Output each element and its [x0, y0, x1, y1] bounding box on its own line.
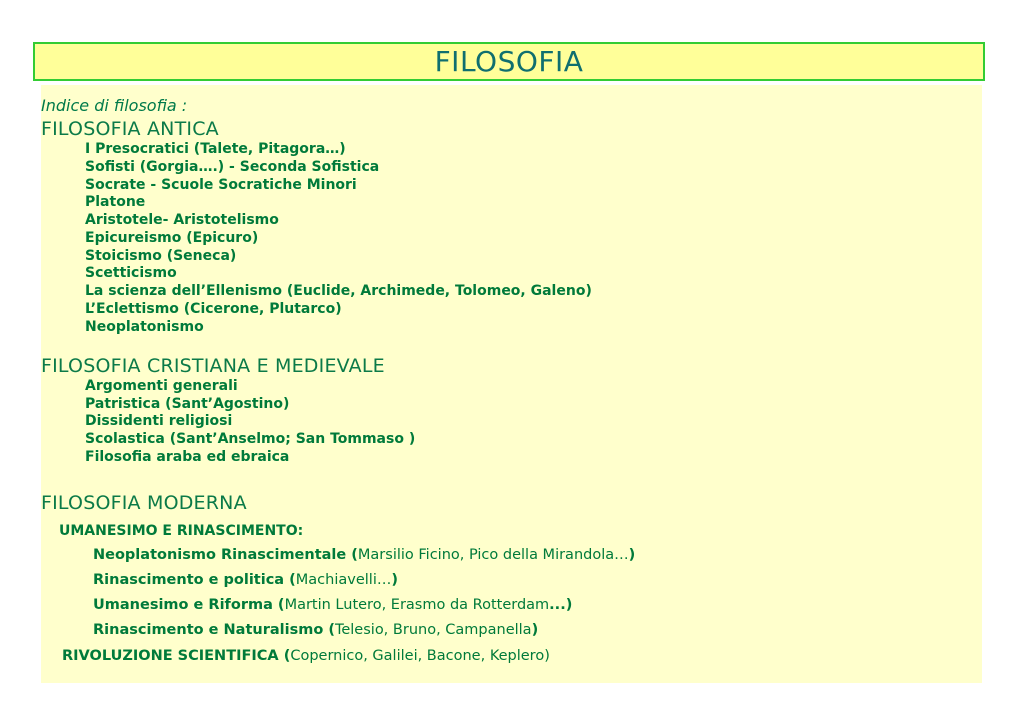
section-heading-cristiana: FILOSOFIA CRISTIANA E MEDIEVALE — [41, 355, 385, 377]
list-item[interactable]: Sofisti (Gorgia….) - Seconda Sofistica — [85, 159, 380, 175]
list-item[interactable]: La scienza dell’Ellenismo (Euclide, Archimede, Tolomeo, Galeno) — [85, 283, 592, 299]
item-close: ) — [628, 547, 636, 563]
item-close: ) — [391, 572, 398, 588]
list-item[interactable]: Scetticismo — [85, 265, 177, 281]
list-item[interactable]: L’Eclettismo (Cicerone, Plutarco) — [85, 301, 342, 317]
item-topic: Rinascimento e politica ( — [93, 572, 296, 588]
list-item[interactable] — [93, 572, 398, 588]
list-item[interactable]: Epicureismo (Epicuro) — [85, 230, 259, 246]
list-item[interactable]: Dissidenti religiosi — [85, 413, 233, 429]
title-banner — [33, 42, 985, 81]
section-heading-antica: FILOSOFIA ANTICA — [41, 118, 219, 140]
item-authors: Telesio, Bruno, Campanella — [334, 622, 532, 638]
item-close: ) — [531, 622, 539, 638]
list-item[interactable] — [93, 622, 538, 638]
list-item[interactable]: I Presocratici (Talete, Pitagora…) — [85, 141, 346, 157]
list-item[interactable]: Stoicismo (Seneca) — [85, 248, 237, 264]
list-item[interactable]: Argomenti generali — [85, 378, 238, 394]
item-authors: Marsilio Ficino, Pico della Mirandola… — [357, 547, 629, 563]
list-item[interactable] — [93, 597, 572, 613]
section-heading-moderna: FILOSOFIA MODERNA — [41, 492, 247, 514]
item-topic: Rinascimento e Naturalismo ( — [93, 622, 335, 638]
list-item[interactable]: Aristotele- Aristotelismo — [85, 212, 279, 228]
subsection-heading-umanesimo: UMANESIMO E RINASCIMENTO: — [59, 523, 304, 539]
list-item[interactable]: Platone — [85, 194, 146, 210]
intro-label: Indice di filosofia : — [41, 96, 188, 115]
item-close: ...) — [549, 597, 573, 613]
list-item[interactable]: Socrate - Scuole Socratiche Minori — [85, 177, 357, 193]
list-item[interactable]: Scolastica (Sant’Anselmo; San Tommaso ) — [85, 431, 416, 447]
item-authors: Martin Lutero, Erasmo da Rotterdam — [284, 597, 550, 613]
item-topic: Umanesimo e Riforma ( — [93, 597, 285, 613]
item-topic: Neoplatonismo Rinascimentale ( — [93, 547, 358, 563]
item-authors: Machiavelli… — [295, 572, 392, 588]
list-item[interactable]: Neoplatonismo — [85, 319, 204, 335]
list-item[interactable]: Filosofia araba ed ebraica — [85, 449, 290, 465]
item-authors: Copernico, Galilei, Bacone, Keplero) — [290, 648, 550, 664]
list-item[interactable]: Patristica (Sant’Agostino) — [85, 396, 290, 412]
item-topic: RIVOLUZIONE SCIENTIFICA ( — [62, 648, 291, 664]
list-item-rivoluzione[interactable] — [62, 648, 550, 664]
page-title: FILOSOFIA — [434, 45, 584, 78]
list-item[interactable] — [93, 547, 635, 563]
